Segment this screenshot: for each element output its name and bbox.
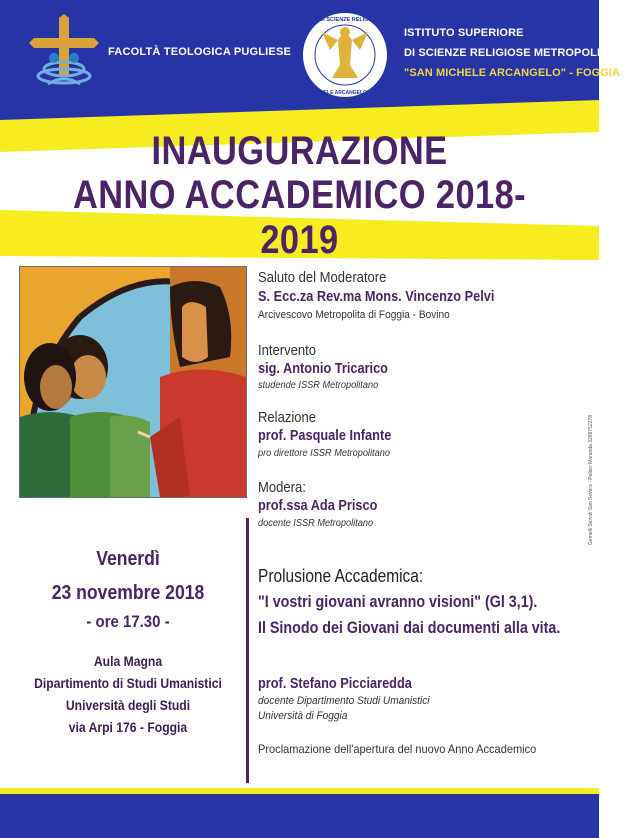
program-name-4: prof.ssa Ada Prisco [258, 498, 378, 514]
prolusione-label: Prolusione Accademica: [258, 566, 424, 586]
program-name-1: S. Ecc.za Rev.ma Mons. Vincenzo Pelvi [258, 289, 495, 305]
program-role-2: Intervento [258, 343, 317, 359]
event-date: 23 novembre 2018 [51, 582, 205, 604]
program-role-1: Saluto del Moderatore [258, 270, 387, 286]
event-day: Venerdì [96, 548, 160, 570]
side-credit: Gemelli Servizi San Severo - Pelber Maranda 3289752278 [588, 414, 594, 545]
institute-line-1: ISTITUTO SUPERIORE [404, 27, 524, 39]
event-place-3: Università degli Studi [65, 698, 191, 713]
prolusione-line-1: "I vostri giovani avranno visioni" (Gl 3,1). [258, 592, 538, 611]
program-desc-1: Arcivescovo Metropolita di Foggia - Bovino [258, 309, 450, 321]
painting-image [19, 266, 247, 498]
institute-line-2: DI SCIENZE RELIGIOSE METROPOLITANO [404, 47, 631, 59]
institute-line-3: "SAN MICHELE ARCANGELO" - FOGGIA [404, 67, 621, 79]
prolusione-speaker-role-2: Università di Foggia [258, 710, 348, 722]
program-desc-3: pro direttore ISSR Metropolitano [258, 448, 390, 459]
seal-text-top: ISTITUTO SUPERIORE DI SCIENZE RELIGIOSE METROPOLITANO [258, 17, 432, 23]
prolusione-speaker: prof. Stefano Picciaredda [258, 676, 412, 692]
program-desc-4: docente ISSR Metropolitano [258, 518, 374, 529]
program-role-3: Relazione [258, 410, 317, 426]
closing-text: Proclamazione dell'apertura del nuovo Anno Accademico [258, 742, 537, 756]
title-line-2: ANNO ACCADEMICO 2018-2019 [72, 173, 527, 262]
program-role-4: Modera: [258, 480, 306, 496]
program-name-3: prof. Pasquale Infante [258, 428, 392, 444]
program-name-2: sig. Antonio Tricarico [258, 361, 388, 377]
faculty-logo-icon [28, 14, 100, 92]
prolusione-line-2: Il Sinodo dei Giovani dai documenti alla vita. [258, 618, 561, 637]
title-line-1: INAUGURAZIONE [151, 129, 448, 173]
seal-text-bottom: "SAN MICHELE ARCANGELO" - FOGGIA [296, 90, 394, 96]
event-place-1: Aula Magna [93, 654, 163, 669]
event-place-4: via Arpi 176 - Foggia [68, 720, 188, 735]
vertical-divider [246, 518, 249, 783]
institute-seal-icon [258, 10, 432, 100]
prolusione-speaker-role-1: docente Dipartimento Studi Umanistici [258, 695, 430, 707]
program-desc-2: studende ISSR Metropolitano [258, 380, 379, 391]
faculty-name: FACOLTÀ TEOLOGICA PUGLIESE [108, 46, 292, 58]
event-time: - ore 17.30 - [86, 612, 170, 631]
event-place-2: Dipartimento di Studi Umanistici [34, 676, 222, 691]
